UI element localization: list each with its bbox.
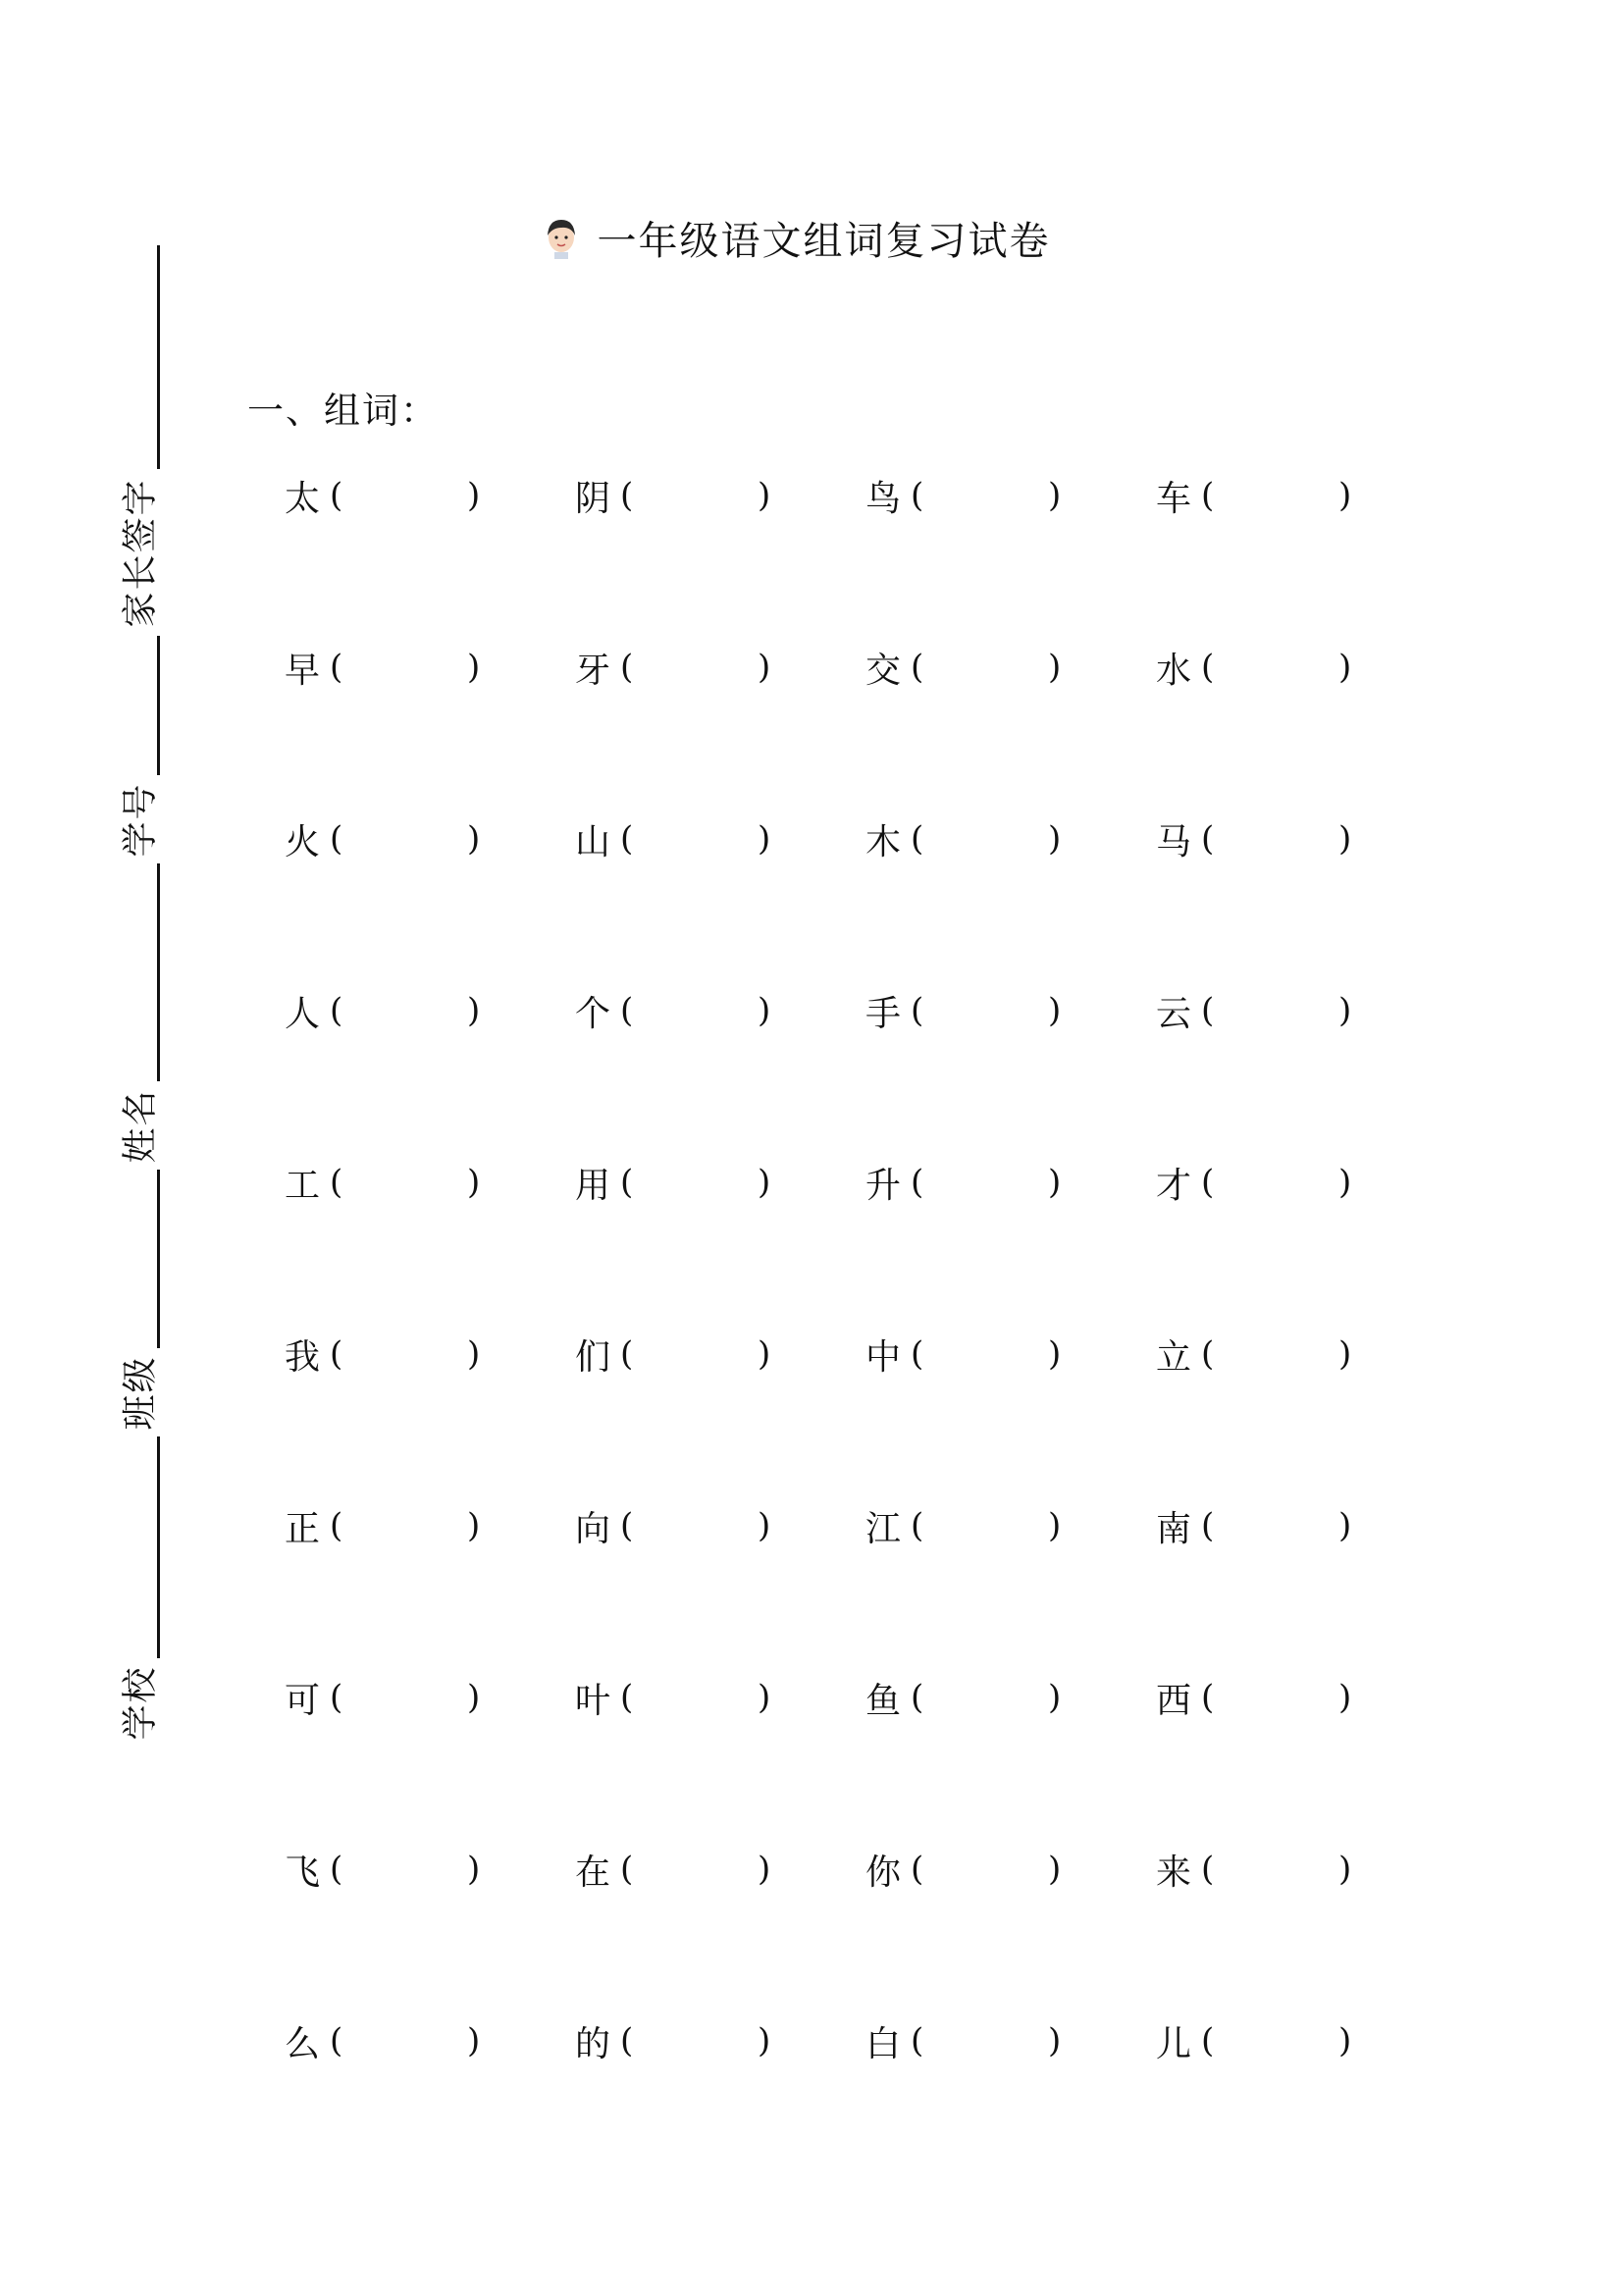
word-item: [1156, 638, 1351, 697]
close-paren: ): [1338, 1850, 1352, 1889]
close-paren: ): [758, 476, 771, 515]
character: 鱼: [865, 1680, 902, 1721]
word-row: [285, 981, 1384, 1153]
close-paren: ): [467, 1163, 481, 1202]
word-item: [1156, 1496, 1351, 1555]
character: 太: [285, 478, 321, 519]
word-item: [865, 1153, 1061, 1212]
open-paren: (: [620, 1506, 634, 1545]
character: 用: [575, 1165, 611, 1206]
word-item: [1156, 1325, 1351, 1383]
page-title: [0, 208, 1624, 267]
word-item: [575, 809, 770, 868]
close-paren: ): [1338, 1678, 1352, 1717]
open-paren: (: [330, 1850, 343, 1889]
word-item: [575, 638, 770, 697]
open-paren: (: [911, 991, 924, 1030]
open-paren: (: [620, 991, 634, 1030]
word-row: [285, 1840, 1384, 2011]
character: 白: [865, 2023, 902, 2064]
student-number-label: 学号: [120, 781, 161, 858]
class-label: 班级: [120, 1354, 161, 1431]
open-paren: (: [330, 819, 343, 859]
word-row: [285, 638, 1384, 809]
character: 车: [1156, 478, 1192, 519]
close-paren: ): [467, 1850, 481, 1889]
word-item: [1156, 1668, 1351, 1727]
character: 向: [575, 1508, 611, 1549]
open-paren: (: [620, 2021, 634, 2061]
word-item: [865, 1496, 1061, 1555]
word-item: [285, 981, 480, 1040]
binding-line-segment: [157, 863, 160, 1081]
open-paren: (: [1201, 1850, 1215, 1889]
binding-line-segment: [157, 245, 160, 469]
close-paren: ): [467, 648, 481, 687]
character: 江: [865, 1508, 902, 1549]
character: 儿: [1156, 2023, 1192, 2064]
word-item: [575, 2011, 770, 2070]
word-item: [575, 1840, 770, 1899]
close-paren: ): [1048, 1850, 1062, 1889]
character: 西: [1156, 1680, 1192, 1721]
word-item: [575, 1668, 770, 1727]
open-paren: (: [620, 1850, 634, 1889]
character: 可: [285, 1680, 321, 1721]
word-item: [575, 981, 770, 1040]
word-item: [285, 1840, 480, 1899]
open-paren: (: [911, 1506, 924, 1545]
word-item: [865, 1840, 1061, 1899]
close-paren: ): [758, 1334, 771, 1374]
character: 交: [865, 650, 902, 691]
character: 的: [575, 2023, 611, 2064]
character: 中: [865, 1336, 902, 1378]
open-paren: (: [1201, 1163, 1215, 1202]
word-item: [1156, 1153, 1351, 1212]
word-row: [285, 1496, 1384, 1668]
open-paren: (: [911, 476, 924, 515]
word-item: [285, 1325, 480, 1383]
open-paren: (: [330, 1163, 343, 1202]
character: 火: [285, 821, 321, 862]
binding-line-segment: [157, 1170, 160, 1348]
open-paren: (: [911, 648, 924, 687]
word-item: [285, 809, 480, 868]
word-item: [575, 1496, 770, 1555]
open-paren: (: [1201, 1678, 1215, 1717]
word-row: [285, 466, 1384, 638]
character: 在: [575, 1852, 611, 1893]
close-paren: ): [758, 819, 771, 859]
character: 我: [285, 1336, 321, 1378]
open-paren: (: [911, 1678, 924, 1717]
close-paren: ): [758, 2021, 771, 2061]
open-paren: (: [620, 648, 634, 687]
open-paren: (: [330, 476, 343, 515]
close-paren: ): [467, 819, 481, 859]
close-paren: ): [758, 991, 771, 1030]
word-item: [285, 1496, 480, 1555]
word-row: [285, 2011, 1384, 2183]
word-item: [865, 981, 1061, 1040]
open-paren: (: [911, 1334, 924, 1374]
close-paren: ): [1048, 648, 1062, 687]
close-paren: ): [1338, 991, 1352, 1030]
character: 才: [1156, 1165, 1192, 1206]
word-item: [1156, 981, 1351, 1040]
close-paren: ): [1048, 819, 1062, 859]
open-paren: (: [620, 1678, 634, 1717]
open-paren: (: [1201, 2021, 1215, 2061]
close-paren: ): [1338, 2021, 1352, 2061]
close-paren: ): [758, 648, 771, 687]
open-paren: (: [1201, 476, 1215, 515]
close-paren: ): [1048, 1334, 1062, 1374]
character: 你: [865, 1852, 902, 1893]
open-paren: (: [1201, 1506, 1215, 1545]
word-item: [1156, 466, 1351, 525]
character: 牙: [575, 650, 611, 691]
name-label: 姓名: [120, 1087, 161, 1164]
character: 立: [1156, 1336, 1192, 1378]
character: 阴: [575, 478, 611, 519]
close-paren: ): [467, 991, 481, 1030]
close-paren: ): [1338, 1506, 1352, 1545]
binding-margin: [98, 0, 177, 2296]
open-paren: (: [330, 1506, 343, 1545]
open-paren: (: [620, 1334, 634, 1374]
character: 山: [575, 821, 611, 862]
close-paren: ): [758, 1506, 771, 1545]
open-paren: (: [1201, 819, 1215, 859]
open-paren: (: [911, 1163, 924, 1202]
open-paren: (: [620, 476, 634, 515]
open-paren: (: [620, 1163, 634, 1202]
word-row: [285, 1153, 1384, 1325]
character: 工: [285, 1165, 321, 1206]
character: 人: [285, 993, 321, 1034]
close-paren: ): [1338, 648, 1352, 687]
close-paren: ): [1338, 476, 1352, 515]
word-row: [285, 809, 1384, 981]
close-paren: ): [1338, 819, 1352, 859]
character: 来: [1156, 1852, 1192, 1893]
close-paren: ): [467, 476, 481, 515]
character: 早: [285, 650, 321, 691]
open-paren: (: [1201, 648, 1215, 687]
character: 马: [1156, 821, 1192, 862]
word-item: [285, 2011, 480, 2070]
character: 手: [865, 993, 902, 1034]
open-paren: (: [330, 991, 343, 1030]
open-paren: (: [330, 648, 343, 687]
character: 云: [1156, 993, 1192, 1034]
word-item: [865, 2011, 1061, 2070]
word-item: [575, 466, 770, 525]
section-heading: 一、组词：: [247, 390, 439, 432]
character: 个: [575, 993, 611, 1034]
character: 南: [1156, 1508, 1192, 1549]
word-row: [285, 1668, 1384, 1840]
title-text: 一年级语文组词复习试卷: [597, 218, 1051, 264]
open-paren: (: [911, 1850, 924, 1889]
word-item: [865, 809, 1061, 868]
word-grid: [285, 466, 1384, 2183]
word-row: [285, 1325, 1384, 1496]
word-item: [575, 1325, 770, 1383]
word-item: [865, 466, 1061, 525]
close-paren: ): [467, 1334, 481, 1374]
close-paren: ): [467, 1678, 481, 1717]
open-paren: (: [911, 2021, 924, 2061]
character: 正: [285, 1508, 321, 1549]
close-paren: ): [758, 1163, 771, 1202]
word-item: [1156, 1840, 1351, 1899]
word-item: [1156, 2011, 1351, 2070]
open-paren: (: [1201, 1334, 1215, 1374]
close-paren: ): [467, 2021, 481, 2061]
close-paren: ): [1048, 1506, 1062, 1545]
parent-signature-label: 家长签字: [120, 477, 161, 628]
character: 飞: [285, 1852, 321, 1893]
close-paren: ): [1048, 1163, 1062, 1202]
word-item: [285, 1153, 480, 1212]
close-paren: ): [1048, 2021, 1062, 2061]
binding-line-segment: [157, 1436, 160, 1658]
word-item: [865, 1325, 1061, 1383]
close-paren: ): [1048, 991, 1062, 1030]
open-paren: (: [330, 1334, 343, 1374]
character: 叶: [575, 1680, 611, 1721]
open-paren: (: [330, 2021, 343, 2061]
character: 水: [1156, 650, 1192, 691]
word-item: [285, 638, 480, 697]
close-paren: ): [1338, 1334, 1352, 1374]
word-item: [285, 466, 480, 525]
close-paren: ): [1338, 1163, 1352, 1202]
word-item: [1156, 809, 1351, 868]
word-item: [575, 1153, 770, 1212]
close-paren: ): [758, 1850, 771, 1889]
open-paren: (: [911, 819, 924, 859]
word-item: [865, 1668, 1061, 1727]
word-item: [285, 1668, 480, 1727]
character: 升: [865, 1165, 902, 1206]
child-face-icon: [545, 216, 578, 259]
open-paren: (: [620, 819, 634, 859]
character: 么: [285, 2023, 321, 2064]
character: 木: [865, 821, 902, 862]
open-paren: (: [330, 1678, 343, 1717]
character: 鸟: [865, 478, 902, 519]
school-label: 学校: [120, 1664, 161, 1741]
close-paren: ): [758, 1678, 771, 1717]
close-paren: ): [1048, 476, 1062, 515]
binding-line-segment: [157, 636, 160, 775]
word-item: [865, 638, 1061, 697]
character: 们: [575, 1336, 611, 1378]
close-paren: ): [1048, 1678, 1062, 1717]
close-paren: ): [467, 1506, 481, 1545]
open-paren: (: [1201, 991, 1215, 1030]
